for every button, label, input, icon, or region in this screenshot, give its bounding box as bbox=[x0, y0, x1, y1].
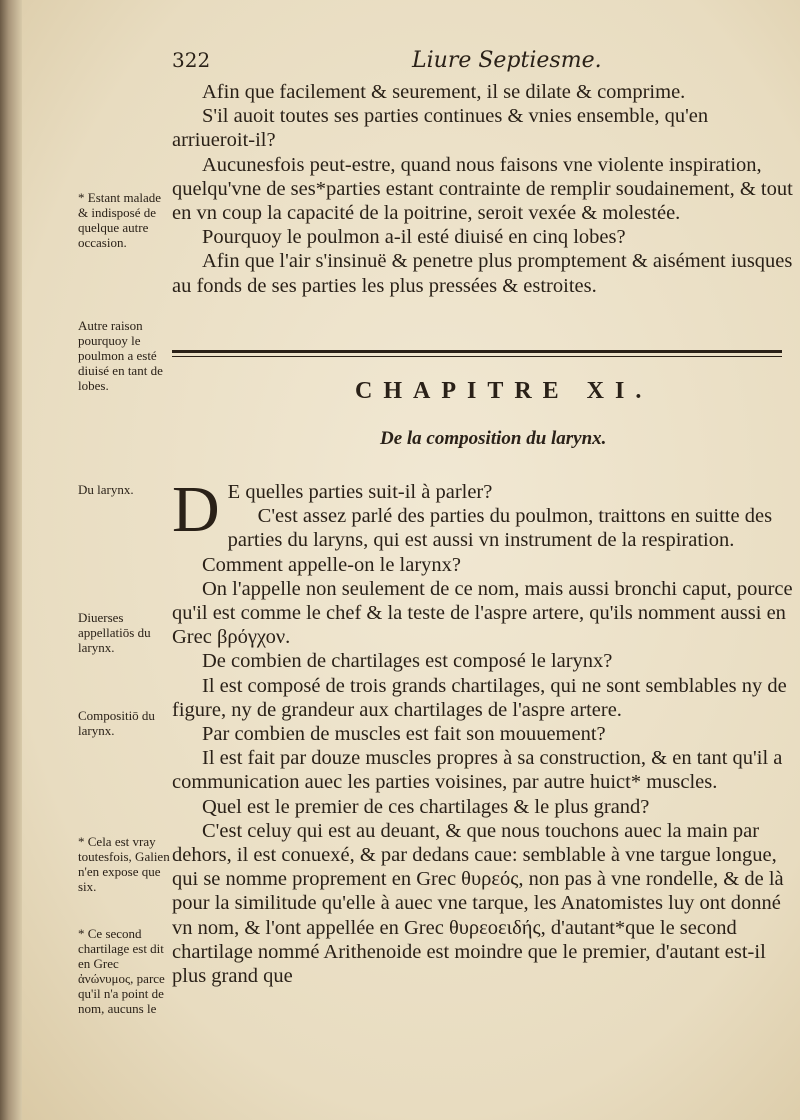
divider bbox=[172, 356, 782, 357]
paragraph: Il est fait par douze muscles propres à sa construction, & en tant qu'il a communication auec les parties voisines, par autre huict* muscles. bbox=[172, 747, 783, 794]
margin-note: Autre raison pourquoy le poulmon a esté diuisé en tant de lobes. bbox=[78, 318, 163, 393]
paragraph: Afin que l'air s'insinuë & penetre plus promptement & aisément iusques au fonds de ses parties les plus pressées & estroites. bbox=[172, 250, 793, 297]
section-larynx bbox=[172, 473, 794, 988]
page-header bbox=[172, 48, 772, 78]
margin-note: * Ce second chartilage est dit en Grec ἀνώνυμος, parce qu'il n'a point de nom, aucuns le bbox=[78, 926, 165, 1016]
section-lungs bbox=[172, 80, 794, 298]
page-number: 322 bbox=[172, 48, 211, 72]
paragraph: C'est celuy qui est au deuant, & que nous touchons auec la main par dehors, il est conuexé, & par dedans caue: semblable à vne targue longue, qui se nomme proprement en Grec θυρεός, non pas à vne rondelle, & de là pour la similitude qu'elle à auec vne tarque, les Anatomistes luy ont donné vn nom, & l'ont appellée en Grec θυρεοειδής, d'autant*que le second chartilage nommé Arithenoide est moindre que le premier, d'autant est-il plus grand que bbox=[172, 819, 784, 988]
paragraph: E quelles parties suit-il à parler? bbox=[227, 481, 493, 503]
paragraph: Il est composé de trois grands chartilages, qui ne sont semblables ny de figure, ny de grandeur aux chartilages de l'aspre artere. bbox=[172, 674, 787, 721]
drop-cap: D bbox=[172, 473, 220, 546]
ornamental-rule bbox=[172, 350, 782, 360]
binding-gutter bbox=[0, 0, 22, 1120]
chapter-title: CHAPITRE XI. bbox=[355, 378, 653, 404]
chapter-subtitle: De la composition du larynx. bbox=[380, 428, 607, 449]
margin-note: Du larynx. bbox=[78, 482, 134, 497]
paragraph: Pourquoy le poulmon a-il esté diuisé en cinq lobes? bbox=[202, 226, 626, 249]
divider bbox=[172, 350, 782, 353]
paragraph: On l'appelle non seulement de ce nom, mais aussi bronchi caput, pource qu'il est comme le chef & la teste de l'aspre artere, qu'ils nomment aussi en Grec βρόγχον. bbox=[172, 577, 793, 649]
paragraph: Par combien de muscles est fait son mouuement? bbox=[202, 723, 606, 746]
paragraph: Comment appelle-on le larynx? bbox=[202, 553, 462, 576]
paragraph: C'est assez parlé des parties du poulmon, traittons en suitte des parties du laryns, qui est aussi vn instrument de la respiration. bbox=[227, 505, 773, 552]
paragraph: Aucunesfois peut-estre, quand nous faisons vne violente inspiration, quelqu'vne de ses*parties estant contrainte de remplir soudainement, & tout en vn coup la capacité de la poitrine, seroit vexée & molestée. bbox=[172, 153, 793, 225]
paragraph: S'il auoit toutes ses parties continues & vnies ensemble, qu'en arriueroit-il? bbox=[172, 105, 709, 152]
margin-note: * Cela est vray toutesfois, Galien n'en expose que six. bbox=[78, 834, 170, 894]
margin-note: Diuerses appellatiōs du larynx. bbox=[78, 610, 151, 655]
margin-note: Compositiō du larynx. bbox=[78, 708, 155, 738]
paragraph: Quel est le premier de ces chartilages & le plus grand? bbox=[202, 795, 650, 818]
margin-note: * Estant malade & indisposé de quelque autre occasion. bbox=[78, 190, 162, 250]
paragraph: Afin que facilement & seurement, il se dilate & comprime. bbox=[202, 81, 686, 103]
running-head: Liure Septiesme. bbox=[412, 48, 602, 73]
paragraph: De combien de chartilages est composé le larynx? bbox=[202, 650, 613, 673]
